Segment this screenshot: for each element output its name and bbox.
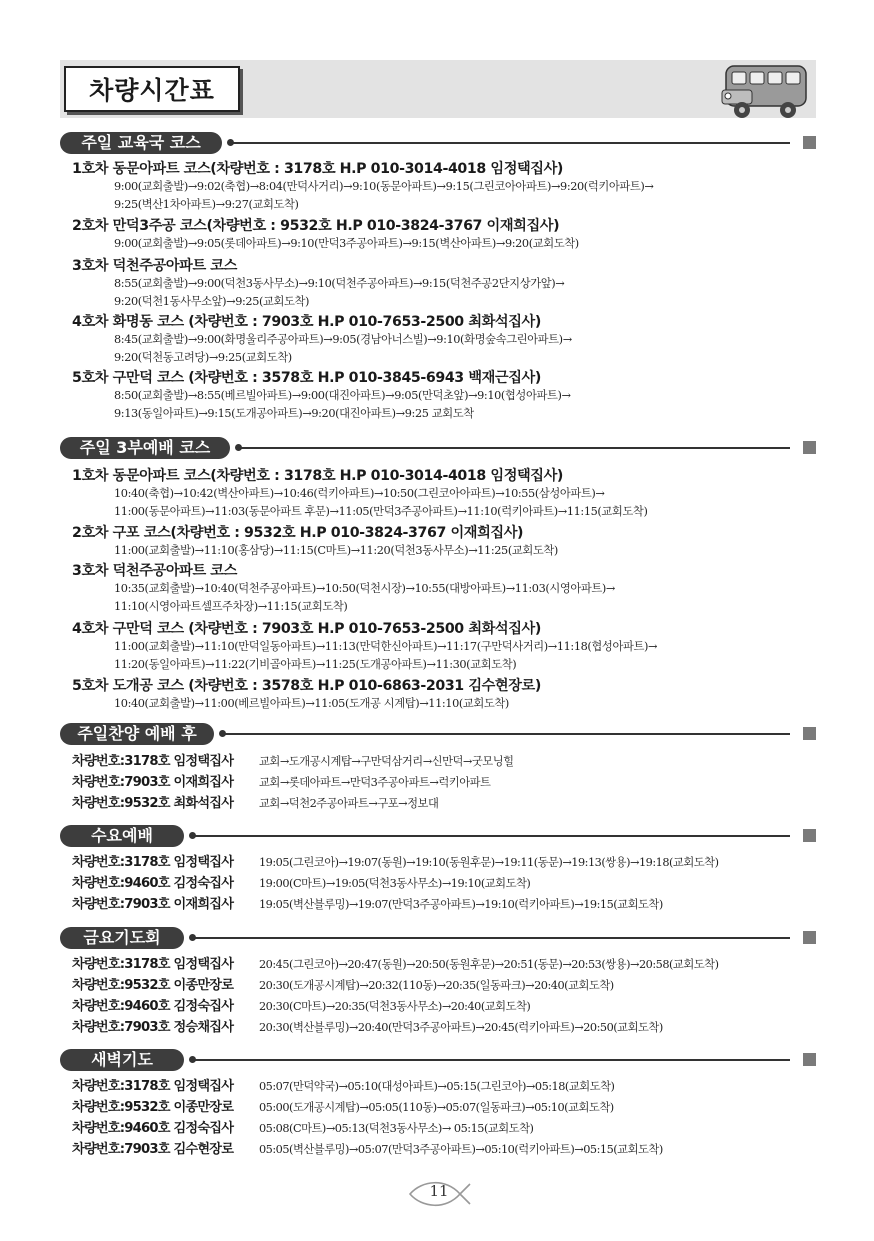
course-title: 5호차 도개공 코스 (차량번호 : 3578호 H.P 010-6863-2031 김수현장로) [72,678,541,694]
course-route: 9:00(교회출발)→9:02(축협)→8:04(만덕사거리)→9:10(동문아파트)→9:15(그린코아아파트)→9:20(럭키아파트)→ [114,180,654,193]
vehicle-label: 차량번호:9532호 이종만장로 [72,1100,234,1115]
section-marker [803,1053,816,1066]
section-marker [803,829,816,842]
route-text: 05:07(만덕약국)→05:10(대성아파트)→05:15(그린코아)→05:18(교회도착) [259,1080,615,1093]
section-header [60,927,816,949]
section-header [60,723,816,745]
course-title: 2호차 만덕3주공 코스(차량번호 : 9532호 H.P 010-3824-3767 이재희집사) [72,218,560,234]
route-text: 20:30(도개공시계탑)→20:32(110동)→20:35(일동파크)→20:40(교회도착) [259,979,614,992]
course-route: 10:35(교회출발)→10:40(덕천주공아파트)→10:50(덕천시장)→10:55(대방아파트)→11:03(시영아파트)→ [114,582,616,595]
route-text: 20:30(벽산블루밍)→20:40(만덕3주공아파트)→20:45(럭키아파트)→20:50(교회도착) [259,1021,663,1034]
course-route: 9:20(덕천1동사무소앞)→9:25(교회도착) [114,294,310,308]
section-marker [803,136,816,149]
schedule-row [72,1140,812,1160]
course-route: 11:20(동일아파트)→11:22(기비골아파트)→11:25(도개공아파트)→11:30(교회도착) [114,657,517,671]
course-route: 9:20(덕천동고려당)→9:25(교회도착) [114,350,292,364]
course-title: 5호차 구만덕 코스 (차량번호 : 3578호 H.P 010-3845-6943 백재근집사) [72,370,541,386]
schedule-row [72,1077,812,1097]
vehicle-label: 차량번호:3178호 임정택집사 [72,957,234,972]
course-route: 8:55(교회출발)→9:00(덕천3동사무소)→9:10(덕천주공아파트)→9:15(덕천주공2단지상가앞)→ [114,277,565,290]
page-number: 11 [429,1182,449,1200]
schedule-row [72,976,812,996]
course-block [72,313,812,366]
vehicle-label: 차량번호:7903호 이재희집사 [72,775,234,790]
route-text: 19:05(그린코아)→19:07(동원)→19:10(동원후문)→19:11(동문)→19:13(쌍용)→19:18(교회도착) [259,856,719,869]
course-block [72,467,812,520]
section-marker [803,727,816,740]
course-block [72,677,812,713]
divider [222,733,790,735]
section-title: 금요기도회 [60,927,184,949]
vehicle-label: 차량번호:9532호 최화석집사 [72,796,234,811]
course-route: 11:00(동문아파트)→11:03(동문아파트 후문)→11:05(만덕3주공아파트)→11:10(럭키아파트)→11:15(교회도착) [114,504,648,518]
divider [230,142,790,144]
section-marker [803,931,816,944]
vehicle-label: 차량번호:9460호 김정숙집사 [72,999,234,1014]
course-block [72,562,812,615]
vehicle-label: 차량번호:3178호 임정택집사 [72,1079,234,1094]
course-route: 9:00(교회출발)→9:05(롯데아파트)→9:10(만덕3주공아파트)→9:15(벽산아파트)→9:20(교회도착) [114,237,579,250]
course-block [72,524,812,560]
course-block [72,369,812,422]
route-text: 20:45(그린코아)→20:47(동원)→20:50(동원후문)→20:51(동문)→20:53(쌍용)→20:58(교회도착) [259,958,719,971]
course-route: 11:10(시영아파트셀프주차장)→11:15(교회도착) [114,599,348,613]
section-header [60,1049,816,1071]
page-title-box [64,66,240,112]
section-header [60,825,816,847]
divider [192,835,790,837]
course-block [72,257,812,310]
divider [238,447,790,449]
course-route: 11:00(교회출발)→11:10(만덕일동아파트)→11:13(만덕한신아파트)→11:17(구만덕사거리)→11:18(협성아파트)→ [114,640,658,653]
schedule-row [72,997,812,1017]
course-route: 10:40(축협)→10:42(벽산아파트)→10:46(럭키아파트)→10:50(그린코아아파트)→10:55(삼성아파트)→ [114,487,605,500]
bus-icon [718,56,814,122]
vehicle-label: 차량번호:9532호 이종만장로 [72,978,234,993]
route-text: 05:00(도개공시계탑)→05:05(110동)→05:07(일동파크)→05:10(교회도착) [259,1101,614,1114]
divider [192,937,790,939]
schedule-row [72,895,812,915]
vehicle-label: 차량번호:9460호 김정숙집사 [72,1121,234,1136]
vehicle-label: 차량번호:7903호 이재희집사 [72,897,234,912]
schedule-row [72,1098,812,1118]
section-header [60,132,816,154]
course-title: 2호차 구포 코스(차량번호 : 9532호 H.P 010-3824-3767 이재희집사) [72,525,524,541]
section-title: 주일 교육국 코스 [60,132,222,154]
course-title: 1호차 동문아파트 코스(차량번호 : 3178호 H.P 010-3014-4018 임정택집사) [72,468,564,484]
page-title: 차량시간표 [89,76,215,105]
course-block [72,160,812,213]
course-title: 1호차 동문아파트 코스(차량번호 : 3178호 H.P 010-3014-4018 임정택집사) [72,161,564,177]
vehicle-label: 차량번호:7903호 김수현장로 [72,1142,234,1157]
divider [192,1059,790,1061]
route-text: 교회→덕천2주공아파트→구포→정보대 [259,797,439,810]
course-route: 8:45(교회출발)→9:00(화명울리주공아파트)→9:05(경남아너스빌)→9:10(화명숲속그린아파트)→ [114,333,572,346]
course-title: 3호차 덕천주공아파트 코스 [72,563,237,579]
route-text: 20:30(C마트)→20:35(덕천3동사무소)→20:40(교회도착) [259,1000,531,1013]
schedule-row [72,794,812,814]
route-text: 교회→도개공시계탑→구만덕삼거리→신만덕→굿모닝힐 [259,755,514,768]
course-route: 9:25(벽산1차아파트)→9:27(교회도착) [114,197,299,211]
section-title: 주일찬양 예배 후 [60,723,214,745]
schedule-row [72,1018,812,1038]
course-block [72,217,812,253]
course-route: 8:50(교회출발)→8:55(베르빌아파트)→9:00(대진아파트)→9:05(만덕초앞)→9:10(협성아파트)→ [114,389,571,402]
schedule-row [72,752,812,772]
schedule-row [72,955,812,975]
section-title: 수요예배 [60,825,184,847]
section-title: 새벽기도 [60,1049,184,1071]
route-text: 05:05(벽산블루밍)→05:07(만덕3주공아파트)→05:10(럭키아파트)→05:15(교회도착) [259,1143,663,1156]
route-text: 05:08(C마트)→05:13(덕천3동사무소)→ 05:15(교회도착) [259,1122,534,1135]
route-text: 19:00(C마트)→19:05(덕천3동사무소)→19:10(교회도착) [259,877,531,890]
schedule-row [72,773,812,793]
schedule-row [72,853,812,873]
course-title: 3호차 덕천주공아파트 코스 [72,258,237,274]
course-route: 9:13(동일아파트)→9:15(도개공아파트)→9:20(대진아파트)→9:25 교회도착 [114,406,474,420]
course-title: 4호차 구만덕 코스 (차량번호 : 7903호 H.P 010-7653-2500 최화석집사) [72,621,541,637]
vehicle-label: 차량번호:3178호 임정택집사 [72,754,234,769]
vehicle-label: 차량번호:9460호 김정숙집사 [72,876,234,891]
section-title: 주일 3부예배 코스 [60,437,230,459]
schedule-row [72,1119,812,1139]
course-block [72,620,812,673]
course-route: 11:00(교회출발)→11:10(홍삼당)→11:15(C마트)→11:20(덕천3동사무소)→11:25(교회도착) [114,544,558,557]
vehicle-label: 차량번호:7903호 정승채집사 [72,1020,234,1035]
route-text: 19:05(벽산블루밍)→19:07(만덕3주공아파트)→19:10(럭키아파트)→19:15(교회도착) [259,898,663,911]
schedule-row [72,874,812,894]
section-header [60,437,816,459]
route-text: 교회→롯데아파트→만덕3주공아파트→럭키아파트 [259,776,491,789]
course-route: 10:40(교회출발)→11:00(베르빌아파트)→11:05(도개공 시계탑)→11:10(교회도착) [114,697,509,710]
course-title: 4호차 화명동 코스 (차량번호 : 7903호 H.P 010-7653-2500 최화석집사) [72,314,541,330]
vehicle-label: 차량번호:3178호 임정택집사 [72,855,234,870]
section-marker [803,441,816,454]
